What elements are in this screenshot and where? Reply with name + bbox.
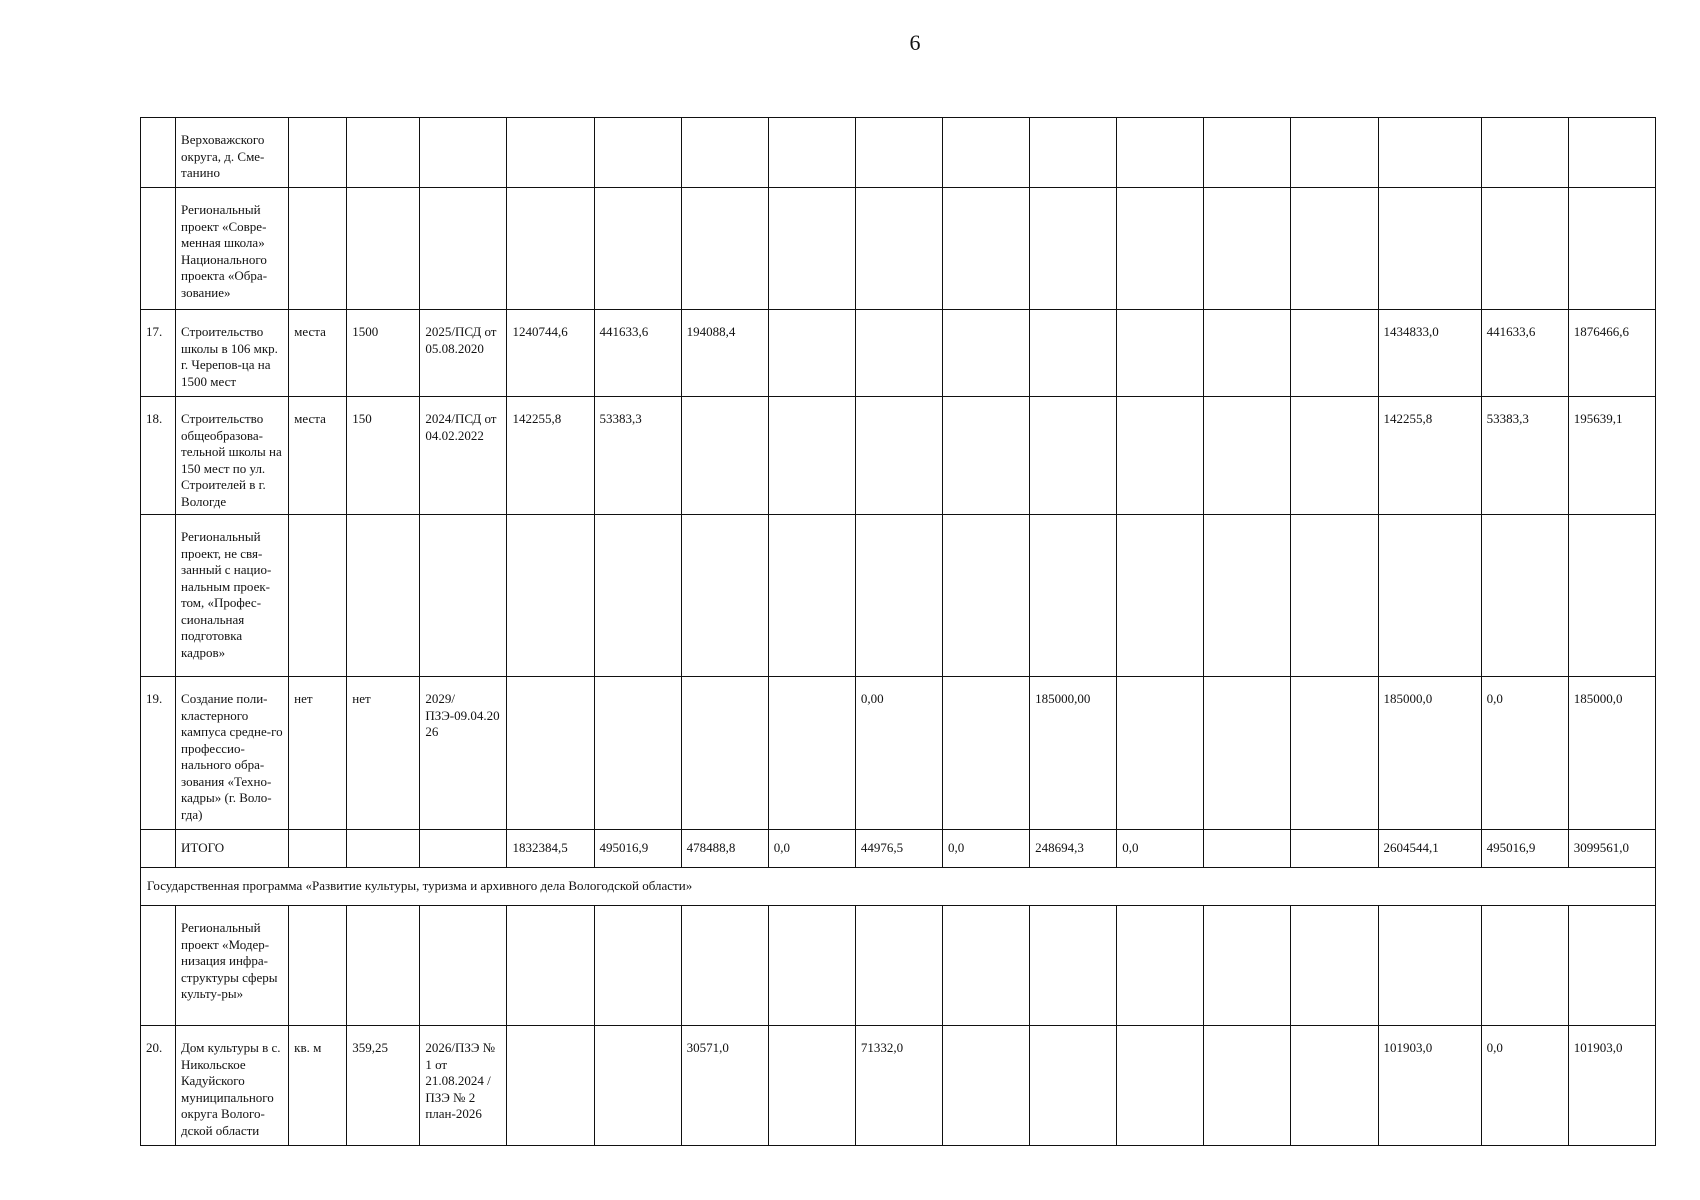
value-cell — [1378, 188, 1481, 310]
value-cell — [768, 677, 855, 830]
value-cell: 0,0 — [1481, 677, 1568, 830]
unit-cell: нет — [289, 677, 347, 830]
row-number: 19. — [141, 677, 176, 830]
value-cell — [1291, 397, 1378, 515]
value-cell — [1030, 1026, 1117, 1146]
value-cell — [1204, 397, 1291, 515]
value-cell — [594, 1026, 681, 1146]
value-cell — [594, 677, 681, 830]
value-cell — [1204, 118, 1291, 188]
value-cell — [855, 310, 942, 397]
value-cell: 53383,3 — [1481, 397, 1568, 515]
capacity-cell — [347, 515, 420, 677]
capacity-cell: нет — [347, 677, 420, 830]
document-cell — [420, 515, 507, 677]
value-cell — [942, 397, 1029, 515]
object-name: ИТОГО — [176, 830, 289, 868]
table-row — [141, 118, 1656, 188]
value-cell: 30571,0 — [681, 1026, 768, 1146]
value-cell — [942, 1026, 1029, 1146]
value-cell: 0,0 — [1481, 1026, 1568, 1146]
value-cell — [855, 188, 942, 310]
value-cell — [681, 397, 768, 515]
page-number: 6 — [909, 30, 921, 55]
value-cell — [507, 906, 594, 1026]
row-number — [141, 906, 176, 1026]
value-cell: 478488,8 — [681, 830, 768, 868]
value-cell — [1030, 310, 1117, 397]
value-cell — [1291, 188, 1378, 310]
document-cell — [420, 906, 507, 1026]
value-cell — [507, 118, 594, 188]
section-row — [141, 868, 1656, 906]
value-cell: 0,0 — [942, 830, 1029, 868]
unit-cell — [289, 188, 347, 310]
unit-cell: места — [289, 310, 347, 397]
value-cell: 71332,0 — [855, 1026, 942, 1146]
value-cell — [1204, 906, 1291, 1026]
value-cell — [594, 906, 681, 1026]
value-cell: 185000,0 — [1568, 677, 1655, 830]
value-cell: 495016,9 — [594, 830, 681, 868]
row-number — [141, 188, 176, 310]
value-cell — [1117, 1026, 1204, 1146]
value-cell — [1481, 515, 1568, 677]
value-cell — [768, 310, 855, 397]
value-cell: 194088,4 — [681, 310, 768, 397]
value-cell — [1378, 906, 1481, 1026]
value-cell — [681, 515, 768, 677]
value-cell — [594, 188, 681, 310]
value-cell — [1204, 677, 1291, 830]
value-cell — [768, 515, 855, 677]
value-cell — [855, 515, 942, 677]
section-title: Государственная программа «Развитие культуры, туризма и архивного дела Вологодской области» — [141, 868, 1656, 906]
value-cell: 101903,0 — [1568, 1026, 1655, 1146]
value-cell: 44976,5 — [855, 830, 942, 868]
value-cell — [681, 906, 768, 1026]
row-number: 18. — [141, 397, 176, 515]
value-cell: 1434833,0 — [1378, 310, 1481, 397]
value-cell — [1117, 677, 1204, 830]
value-cell — [1291, 515, 1378, 677]
capacity-cell — [347, 188, 420, 310]
value-cell — [1030, 397, 1117, 515]
value-cell — [1378, 118, 1481, 188]
value-cell: 101903,0 — [1378, 1026, 1481, 1146]
row-number — [141, 830, 176, 868]
document-cell: 2024/ПСД от 04.02.2022 — [420, 397, 507, 515]
value-cell — [1291, 1026, 1378, 1146]
value-cell — [855, 397, 942, 515]
object-name: Верховажского округа, д. Сме-танино — [176, 118, 289, 188]
value-cell — [1481, 906, 1568, 1026]
value-cell — [1378, 515, 1481, 677]
value-cell — [855, 906, 942, 1026]
value-cell — [681, 118, 768, 188]
unit-cell — [289, 515, 347, 677]
row-number — [141, 515, 176, 677]
value-cell — [1204, 310, 1291, 397]
row-number: 20. — [141, 1026, 176, 1146]
value-cell — [1568, 118, 1655, 188]
document-cell: 2029/ПЗЭ-09.04.2026 — [420, 677, 507, 830]
value-cell — [1568, 188, 1655, 310]
document-cell — [420, 188, 507, 310]
table-row — [141, 515, 1656, 677]
value-cell — [768, 906, 855, 1026]
value-cell — [1204, 515, 1291, 677]
value-cell — [1030, 118, 1117, 188]
value-cell — [594, 118, 681, 188]
value-cell: 441633,6 — [1481, 310, 1568, 397]
value-cell: 185000,00 — [1030, 677, 1117, 830]
value-cell: 1240744,6 — [507, 310, 594, 397]
value-cell — [768, 397, 855, 515]
object-name: Строительство общеобразова-тельной школы на 150 мест по ул. Строителей в г. Вологде — [176, 397, 289, 515]
value-cell — [1481, 188, 1568, 310]
value-cell — [1568, 515, 1655, 677]
value-cell — [1291, 677, 1378, 830]
value-cell: 495016,9 — [1481, 830, 1568, 868]
capacity-cell: 359,25 — [347, 1026, 420, 1146]
capacity-cell: 1500 — [347, 310, 420, 397]
table-row — [141, 188, 1656, 310]
value-cell — [942, 906, 1029, 1026]
value-cell — [942, 188, 1029, 310]
value-cell — [768, 188, 855, 310]
value-cell — [1117, 397, 1204, 515]
value-cell: 0,00 — [855, 677, 942, 830]
value-cell — [1117, 118, 1204, 188]
document-cell: 2026/ПЗЭ № 1 от 21.08.2024 /ПЗЭ № 2 план-2026 — [420, 1026, 507, 1146]
value-cell — [594, 515, 681, 677]
value-cell: 195639,1 — [1568, 397, 1655, 515]
object-name: Региональный проект «Модер-низация инфра-структуры сферы культу-ры» — [176, 906, 289, 1026]
value-cell — [1568, 906, 1655, 1026]
object-name: Дом культуры в с. Никольское Кадуйского муниципального округа Волого-дской области — [176, 1026, 289, 1146]
object-name: Региональный проект, не свя-занный с нацио-нальным проек-том, «Профес-сиональная подготовка кадров» — [176, 515, 289, 677]
document-cell: 2025/ПСД от 05.08.2020 — [420, 310, 507, 397]
unit-cell — [289, 830, 347, 868]
value-cell — [1117, 515, 1204, 677]
unit-cell — [289, 906, 347, 1026]
value-cell: 185000,0 — [1378, 677, 1481, 830]
value-cell: 0,0 — [768, 830, 855, 868]
value-cell — [1291, 310, 1378, 397]
value-cell — [1117, 310, 1204, 397]
value-cell — [942, 677, 1029, 830]
value-cell — [1117, 906, 1204, 1026]
value-cell — [681, 677, 768, 830]
value-cell — [1291, 830, 1378, 868]
unit-cell: кв. м — [289, 1026, 347, 1146]
value-cell — [1291, 118, 1378, 188]
value-cell: 2604544,1 — [1378, 830, 1481, 868]
value-cell — [942, 515, 1029, 677]
capacity-cell: 150 — [347, 397, 420, 515]
capacity-cell — [347, 830, 420, 868]
value-cell — [768, 1026, 855, 1146]
value-cell — [507, 677, 594, 830]
value-cell — [855, 118, 942, 188]
value-cell — [507, 188, 594, 310]
value-cell: 441633,6 — [594, 310, 681, 397]
value-cell: 0,0 — [1117, 830, 1204, 868]
table-row — [141, 677, 1656, 830]
object-name: Создание поли-кластерного кампуса средне-го профессио-нального обра-зования «Техно-кадры» (г. Воло-гда) — [176, 677, 289, 830]
value-cell — [507, 1026, 594, 1146]
value-cell: 53383,3 — [594, 397, 681, 515]
capacity-cell — [347, 906, 420, 1026]
row-number: 17. — [141, 310, 176, 397]
value-cell — [1291, 906, 1378, 1026]
capacity-cell — [347, 118, 420, 188]
row-number — [141, 118, 176, 188]
value-cell — [681, 188, 768, 310]
document-cell — [420, 118, 507, 188]
unit-cell: места — [289, 397, 347, 515]
value-cell — [1204, 188, 1291, 310]
document-cell — [420, 830, 507, 868]
value-cell: 1832384,5 — [507, 830, 594, 868]
value-cell — [1030, 906, 1117, 1026]
value-cell: 3099561,0 — [1568, 830, 1655, 868]
table-row — [141, 1026, 1656, 1146]
value-cell — [768, 118, 855, 188]
value-cell: 248694,3 — [1030, 830, 1117, 868]
table-row — [141, 906, 1656, 1026]
object-name: Региональный проект «Совре-менная школа» Национального проекта «Обра-зование» — [176, 188, 289, 310]
value-cell — [942, 118, 1029, 188]
value-cell — [942, 310, 1029, 397]
investment-table — [140, 117, 1656, 1146]
value-cell — [1481, 118, 1568, 188]
value-cell: 1876466,6 — [1568, 310, 1655, 397]
value-cell — [1117, 188, 1204, 310]
object-name: Строительство школы в 106 мкр. г. Черепов-ца на 1500 мест — [176, 310, 289, 397]
table-row — [141, 397, 1656, 515]
value-cell — [1030, 515, 1117, 677]
value-cell — [1204, 830, 1291, 868]
value-cell: 142255,8 — [1378, 397, 1481, 515]
unit-cell — [289, 118, 347, 188]
table-row — [141, 310, 1656, 397]
value-cell — [1030, 188, 1117, 310]
value-cell — [1204, 1026, 1291, 1146]
value-cell — [507, 515, 594, 677]
total-row — [141, 830, 1656, 868]
value-cell: 142255,8 — [507, 397, 594, 515]
